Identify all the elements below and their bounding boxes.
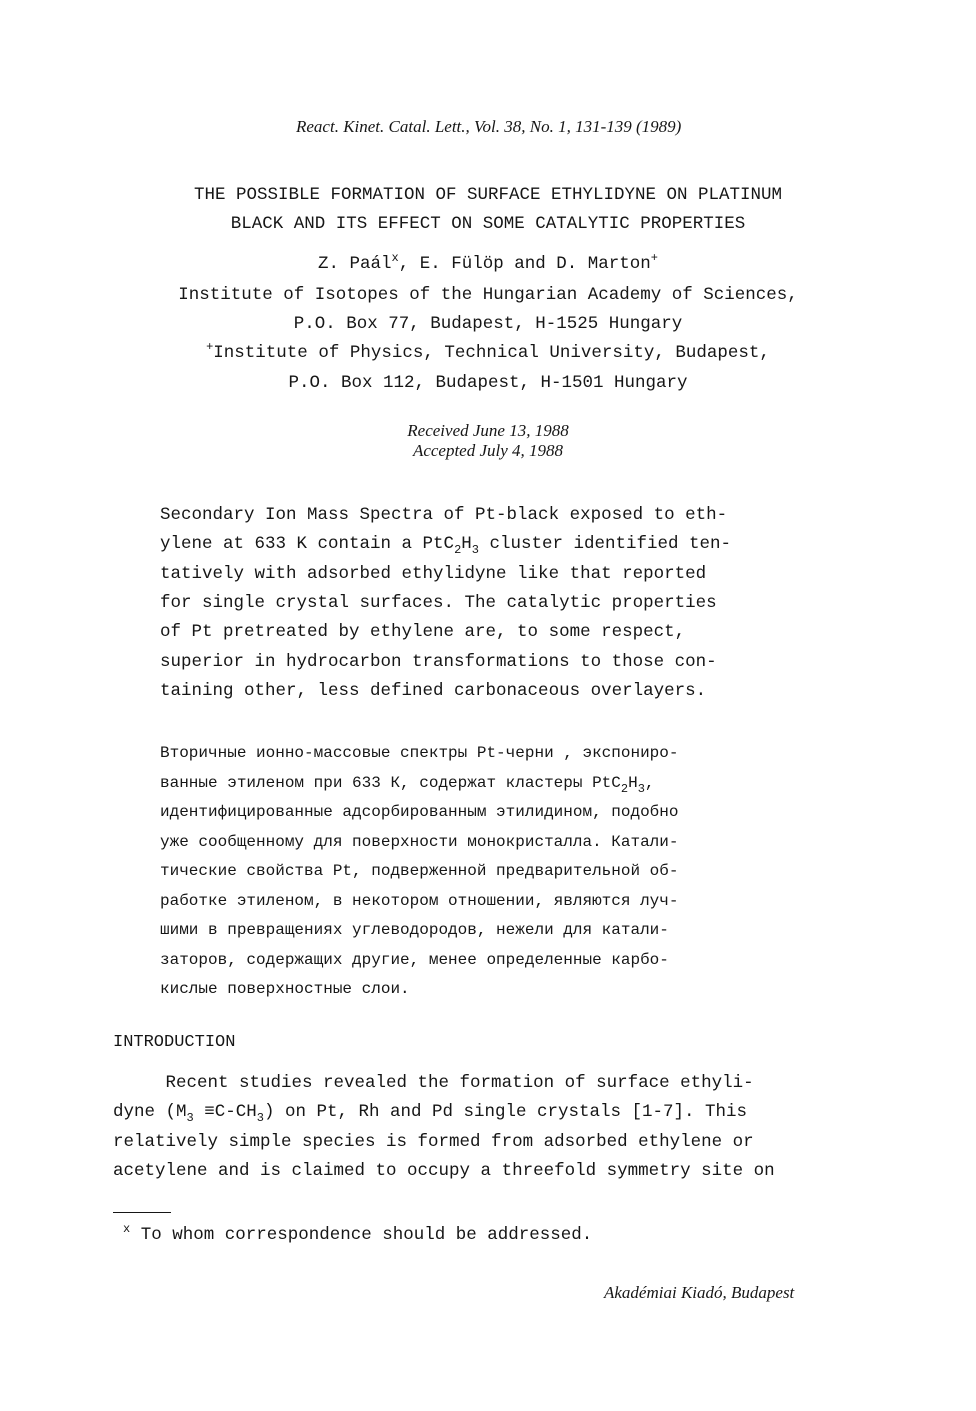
publisher: Akadémiai Kiadó, Budapest	[604, 1283, 795, 1302]
author-1-mark: x	[391, 251, 399, 265]
abstract-en-line: ylene at 633 K contain a $PtC_2H_3$ cluster identified ten-	[160, 534, 732, 557]
abstract-en-line: Secondary Ion Mass Spectra of Pt-black exposed to eth-	[160, 505, 728, 525]
affiliation-mark: +	[206, 340, 214, 354]
footnote: $^x$ To whom correspondence should be addressed.	[123, 1222, 593, 1245]
intro-line: acetylene and is claimed to occupy a threefold symmetry site on	[113, 1161, 775, 1181]
abstract-en-line: of Pt pretreated by ethylene are, to some respect,	[160, 622, 686, 642]
abstract-en-line: tatively with adsorbed ethylidyne like that reported	[160, 564, 707, 584]
abstract-ru-line: шими в превращениях углеводородов, нежели для катали-	[160, 921, 669, 939]
received-date: Received June 13, 1988	[407, 421, 569, 440]
authors	[0, 251, 976, 274]
title-line-1: THE POSSIBLE FORMATION OF SURFACE ETHYLIDYNE ON PLATINUM	[193, 185, 783, 205]
abstract-ru-line: уже сообщенному для поверхности монокристалла. Катали-	[160, 833, 679, 851]
abstract-ru-line: Вторичные ионно-массовые спектры Pt-черни , экспониро-	[160, 744, 679, 762]
footnote-rule	[113, 1212, 171, 1213]
abstract-ru-line: заторов, содержащих другие, менее определенные карбо-	[160, 951, 669, 969]
abstract-en-line: taining other, less defined carbonaceous overlayers.	[160, 681, 707, 701]
section-heading: INTRODUCTION	[113, 1033, 236, 1052]
footnote-mark: x	[123, 1222, 131, 1236]
author-1: Z. Paál	[318, 254, 392, 274]
abstract-en-line: for single crystal surfaces. The catalytic properties	[160, 593, 717, 613]
abstract-ru-line: тические свойства Pt, подверженной предварительной об-	[160, 862, 679, 880]
title-line-2: BLACK AND ITS EFFECT ON SOME CATALYTIC PROPERTIES	[230, 214, 746, 234]
affiliation-line-3: +Institute of Physics, Technical University, Budapest,	[206, 340, 770, 363]
affiliation-line-1: Institute of Isotopes of the Hungarian Academy of Sciences,	[178, 285, 798, 305]
affiliation-line-4: P.O. Box 112, Budapest, H-1501 Hungary	[288, 373, 688, 393]
abstract-ru-line: идентифицированные адсорбированным этилидином, подобно	[160, 803, 679, 821]
intro-line: dyne $(M_3 \equiv C-CH_3)$ on Pt, Rh and Pd single crystals [1-7]. This	[113, 1102, 748, 1125]
abstract-en-line: superior in hydrocarbon transformations to those con-	[160, 652, 717, 672]
affiliation-line-2: P.O. Box 77, Budapest, H-1525 Hungary	[293, 314, 683, 334]
authors-rest: , E. Fülöp and D. Marton	[398, 254, 651, 274]
author-3-mark: +	[650, 251, 658, 265]
accepted-date: Accepted July 4, 1988	[412, 441, 564, 460]
intro-line: relatively simple species is formed from adsorbed ethylene or	[113, 1132, 754, 1152]
abstract-ru-line: кислые поверхностные слои.	[160, 980, 410, 998]
abstract-ru-line: работке этиленом, в некотором отношении, являются луч-	[160, 892, 679, 910]
abstract-ru-line: ванные этиленом при 633 К, содержат кластеры $PtC_2H_3$,	[160, 774, 655, 796]
journal-citation: React. Kinet. Catal. Lett., Vol. 38, No. 1, 131-139 (1989)	[296, 117, 682, 136]
intro-line: Recent studies revealed the formation of surface ethyli-	[113, 1073, 754, 1093]
